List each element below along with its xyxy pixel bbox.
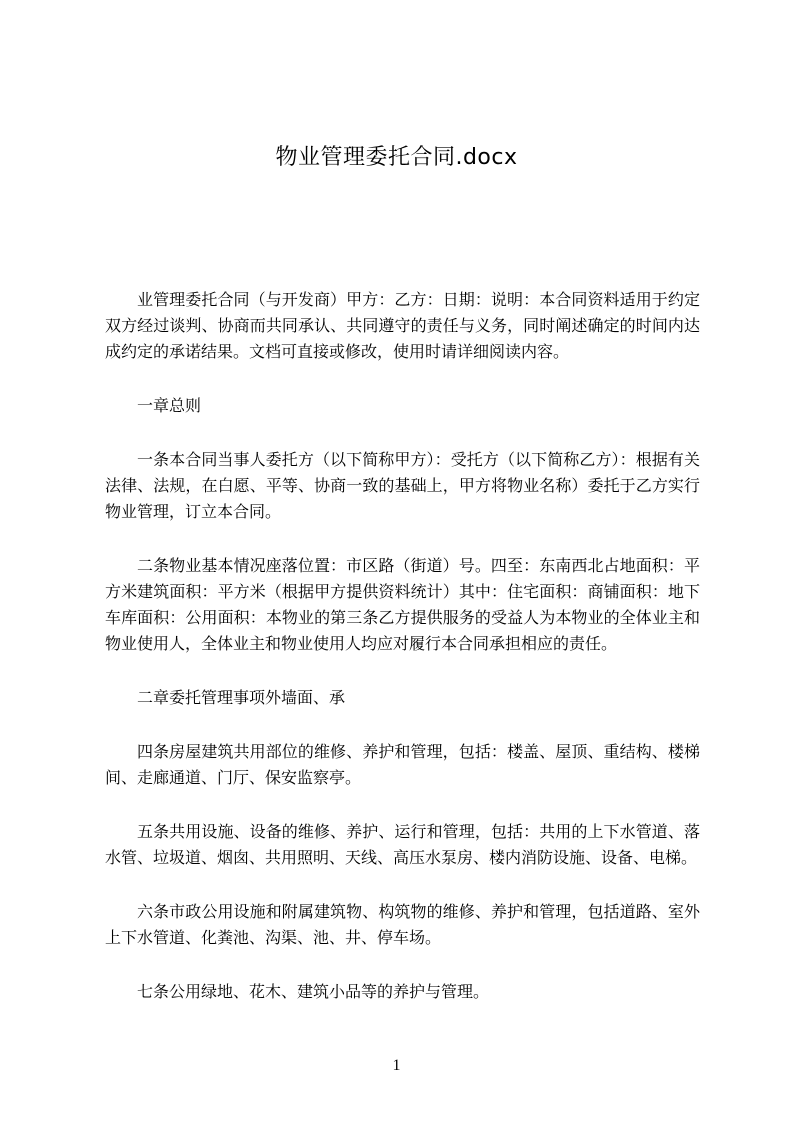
document-body: [105, 287, 700, 1033]
article-4: 四条房屋建筑共用部位的维修、养护和管理，包括：楼盖、屋顶、重结构、楼梯间、走廊通道、门厅、保安监察亭。: [105, 742, 700, 787]
article-6: 六条市政公用设施和附属建筑物、构筑物的维修、养护和管理，包括道路、室外上下水管道、化粪池、沟渠、池、井、停车场。: [105, 902, 700, 947]
article-1: 一条本合同当事人委托方（以下简称甲方）：受托方（以下简称乙方）：根据有关法律、法规，在白愿、平等、协商一致的基础上，甲方将物业名称）委托于乙方实行物业管理，订立本合同。: [105, 450, 700, 521]
article-5: 五条共用设施、设备的维修、养护、运行和管理，包括：共用的上下水管道、落水管、垃圾道、烟囱、共用照明、天线、高压水泵房、楼内消防设施、设备、电梯。: [105, 822, 700, 867]
chapter-heading-1: 一章总则: [137, 396, 202, 415]
page-title: 物业管理委托合同.docx: [275, 145, 518, 170]
article-2: 二条物业基本情况座落位置：市区路（街道）号。四至：东南西北占地面积：平方米建筑面积：平方米（根据甲方提供资料统计）其中：住宅面积：商铺面积：地下车库面积：公用面积：本物业的第三条乙方提供服务的受益人为本物业的全体业主和物业使用人，全体业主和物业使用人均应对履行本合同承担相应的责任。: [105, 556, 700, 653]
article-7: 七条公用绿地、花木、建筑小品等的养护与管理。: [137, 982, 490, 1001]
paragraph-intro: 业管理委托合同（与开发商）甲方：乙方：日期：说明：本合同资料适用于约定双方经过谈判、协商而共同承认、共同遵守的责任与义务，同时阐述确定的时间内达成约定的承诺结果。文档可直接或修改，使用时请详细阅读内容。: [105, 290, 700, 361]
chapter-heading-2: 二章委托管理事项外墙面、承: [137, 688, 346, 707]
page-number: 1: [392, 1057, 401, 1074]
